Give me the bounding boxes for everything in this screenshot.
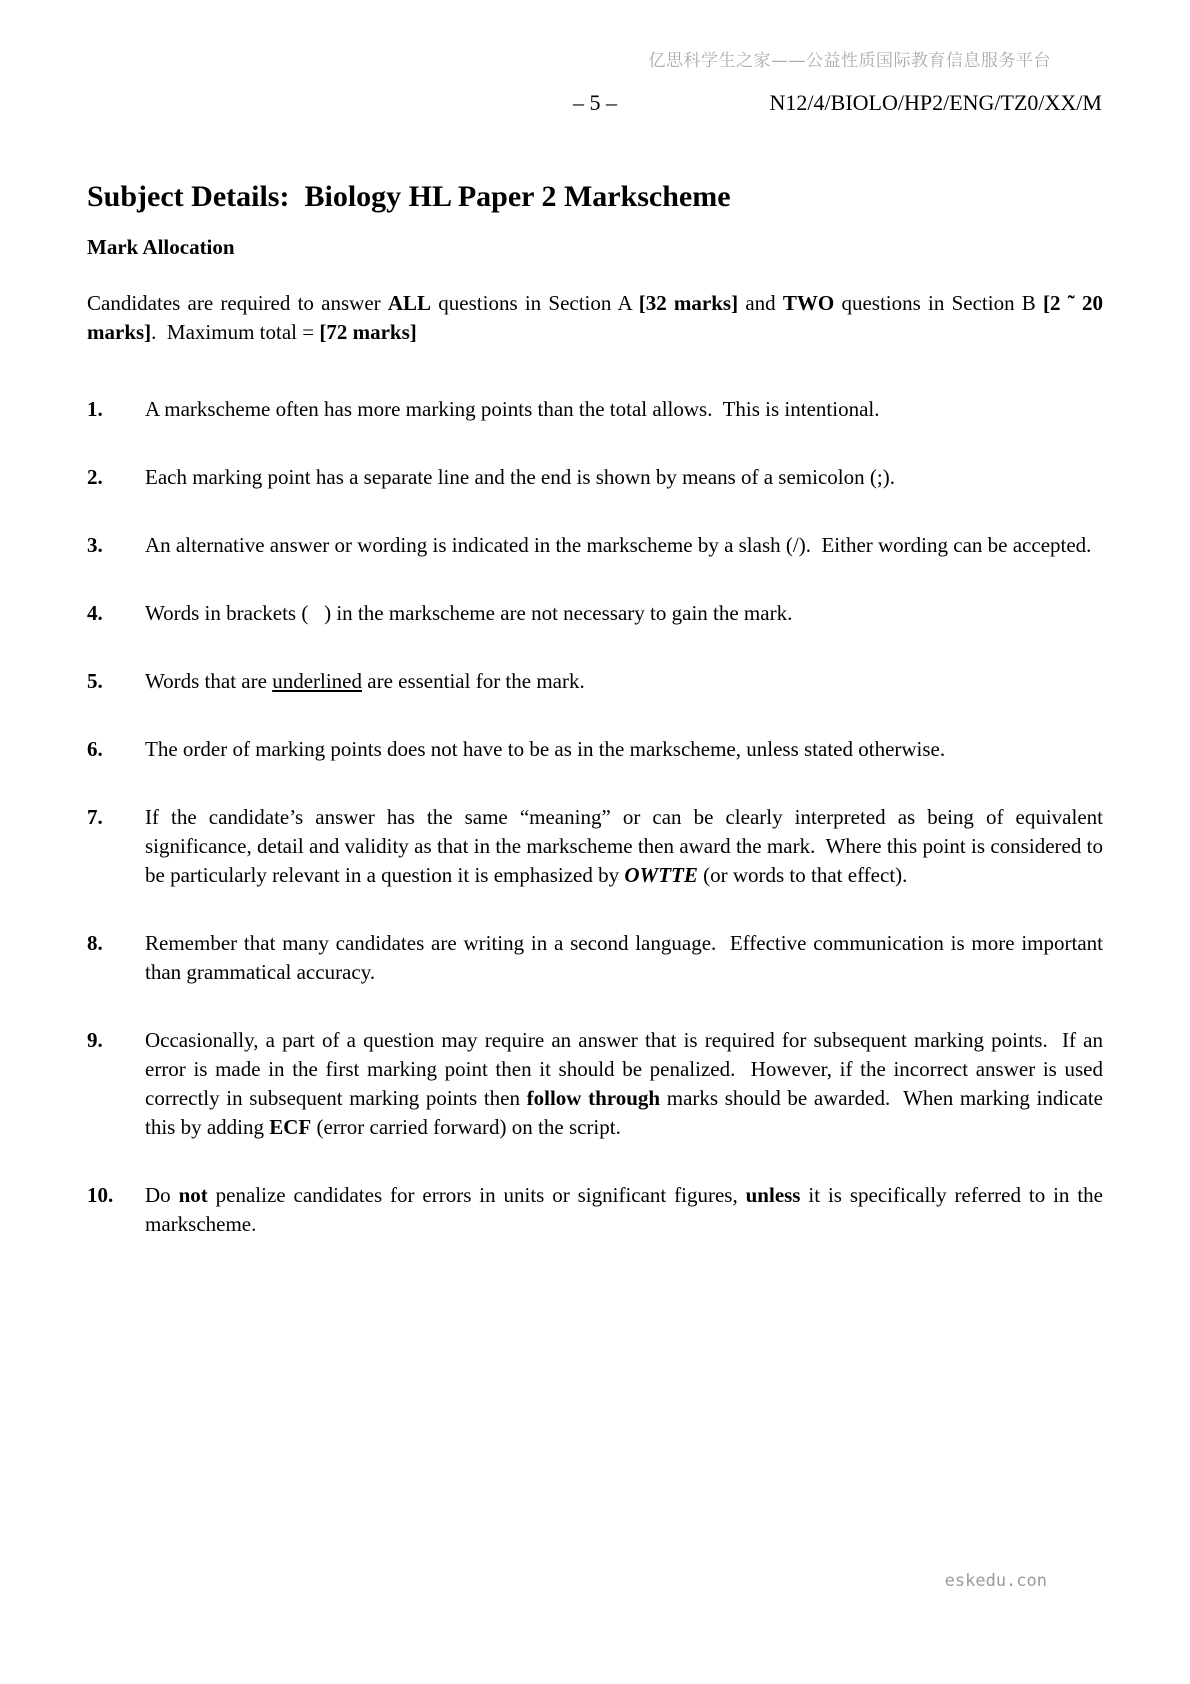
text-run: [2 ˜ 20 marks] (87, 291, 1103, 344)
text-run: penalize candidates for errors in units or significant figures, (207, 1183, 746, 1207)
rule-number: 2. (87, 465, 103, 489)
text-run: and (738, 291, 783, 315)
text-run: follow through (526, 1086, 661, 1110)
rule-item (87, 667, 1103, 696)
text-run: Occasionally, a part of a question may require an answer that is required for subsequent marking points. If an error is made in the first marking point then it should be penalized. However, if the incorrect answer is used correctly in subsequent marking points then (145, 1028, 1103, 1110)
text-run: (error carried forward) on the script. (311, 1115, 621, 1139)
page-number: – 5 – (573, 90, 617, 115)
rule-item (87, 395, 1103, 424)
text-run: Words that are (145, 669, 273, 693)
rule-item (87, 929, 1103, 987)
rule-item (87, 803, 1103, 890)
rule-item (87, 599, 1103, 628)
text-run: [32 marks] (638, 291, 739, 315)
page-title: Subject Details: Biology HL Paper 2 Markscheme (87, 180, 731, 213)
rule-text (145, 735, 1103, 764)
page-header (0, 90, 1190, 116)
rule-number: 3. (87, 533, 103, 557)
text-run: Remember that many candidates are writing in a second language. Effective communication is more important than grammatical accuracy. (145, 931, 1103, 984)
rule-text (145, 463, 1103, 492)
rule-number: 6. (87, 737, 103, 761)
text-run: The order of marking points does not have to be as in the markscheme, unless stated otherwise. (145, 737, 946, 761)
text-run: Words in brackets ( ) in the markscheme are not necessary to gain the mark. (145, 601, 793, 625)
paper-code: N12/4/BIOLO/HP2/ENG/TZ0/XX/M (769, 90, 1102, 115)
text-run: If the candidate’s answer has the same “meaning” or can be clearly interpreted as being of equivalent significance, detail and validity as that in the markscheme then award the mark. Where this point is considered to be particularly relevant in a question it is emphasized by (145, 805, 1103, 887)
rule-number: 10. (87, 1183, 114, 1207)
text-run: [72 marks] (319, 320, 417, 344)
rule-item (87, 463, 1103, 492)
rule-item (87, 1181, 1103, 1239)
text-run: Each marking point has a separate line and the end is shown by means of a semicolon (;). (145, 465, 895, 489)
text-run: Candidates are required to answer (87, 291, 388, 315)
intro-paragraph (87, 289, 1103, 347)
rule-text (145, 1026, 1103, 1142)
rule-number: 4. (87, 601, 103, 625)
rule-text (145, 599, 1103, 628)
text-run: underlined (272, 669, 362, 693)
text-run: it is specifically referred to in the markscheme. (145, 1183, 1103, 1236)
rule-number: 8. (87, 931, 103, 955)
section-heading: Mark Allocation (87, 235, 235, 259)
rule-text (145, 395, 1103, 424)
rule-number: 5. (87, 669, 103, 693)
footer-watermark-text: eskedu.con (944, 1571, 1047, 1591)
text-run: An alternative answer or wording is indicated in the markscheme by a slash (/). Either wording can be accepted. (145, 533, 1092, 557)
rules-list (87, 395, 1103, 1239)
document-body (87, 289, 1103, 1278)
rule-text (145, 531, 1103, 560)
rule-item (87, 531, 1103, 560)
text-run: . Maximum total = (151, 320, 320, 344)
text-run: questions in Section B (834, 291, 1044, 315)
text-run: ALL (387, 291, 432, 315)
text-run: TWO (782, 291, 835, 315)
text-run: ECF (269, 1115, 312, 1139)
rule-item (87, 735, 1103, 764)
header-watermark-text: 亿思科学生之家——公益性质国际教育信息服务平台 (648, 51, 1051, 71)
text-run: questions in Section A (431, 291, 639, 315)
text-run: Do (145, 1183, 179, 1207)
text-run: are essential for the mark. (362, 669, 585, 693)
text-run: A markscheme often has more marking points than the total allows. This is intentional. (145, 397, 880, 421)
rule-text (145, 929, 1103, 987)
text-run: unless (745, 1183, 801, 1207)
rule-number: 7. (87, 805, 103, 829)
text-run: OWTTE (624, 863, 698, 887)
rule-number: 1. (87, 397, 103, 421)
rule-text (145, 803, 1103, 890)
rule-text (145, 667, 1103, 696)
text-run: (or words to that effect). (697, 863, 908, 887)
text-run: not (178, 1183, 208, 1207)
rule-number: 9. (87, 1028, 103, 1052)
rule-text (145, 1181, 1103, 1239)
rule-item (87, 1026, 1103, 1142)
text-run: marks should be awarded. When marking indicate this by adding (145, 1086, 1103, 1139)
